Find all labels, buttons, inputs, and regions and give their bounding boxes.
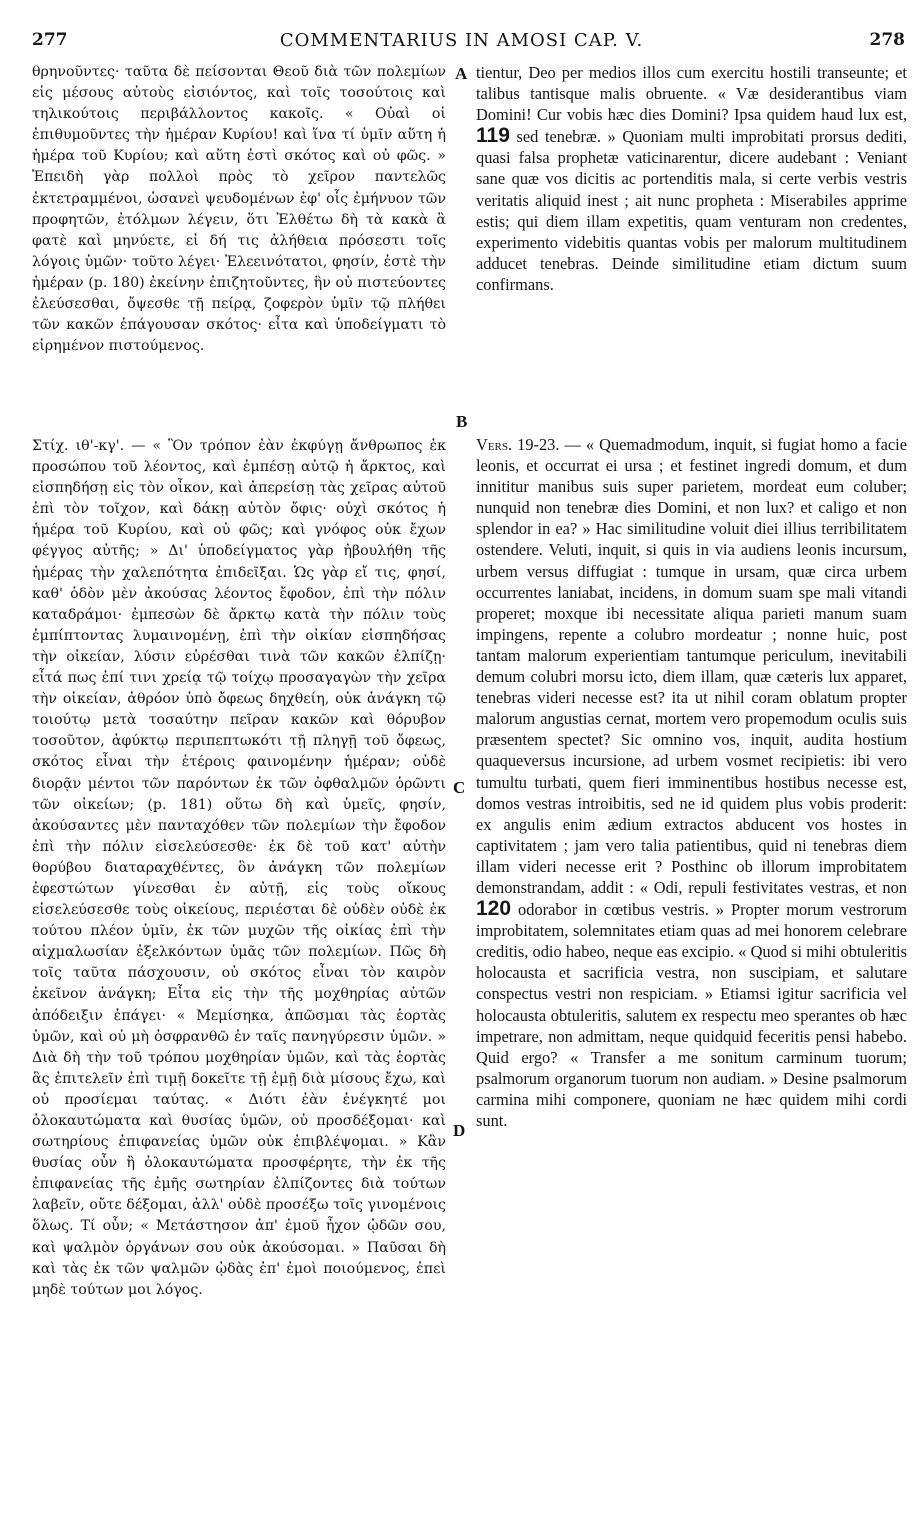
section-marker-b: B	[456, 412, 468, 431]
section-marker-a: A	[455, 64, 468, 83]
folio-number-120: 120	[476, 897, 512, 921]
section-marker-c: C	[453, 778, 466, 797]
latin-paragraph-2	[476, 434, 907, 1131]
latin-paragraph-2-a: 19-23. — « Quemadmodum, inquit, si fugiat homo a facie leonis, et occurrat ei ursa ; et festinet ingredi domum, et dum innititur manibus suis super parietem, mordeat eum coluber; nunquid non tenebræ dies Domini, et non lux? et caligo et non splendor in ea? » Hac similitudine voluit diei illius terribilitatem ostendere. Veluti, inquit, si quis in via audiens leonis incursum, urbem versus diffugiat : tumque in ursam, quæ circa urbem occurrentes laniabat, incidens, in domum suam spe mali vitandi properet; moxque ibi necessitate aliqua parieti manum suam impingens, repente a colubro mordeatur ; nonne huic, post tantam malorum experientiam tantumque periculum, inevitabili demum colubri morsu icto, diem illam, quæ cæteris lux apparet, tenebras videri necesse est? ita ut nihil coram oblatum propter malorum angustias cernat, mortem vero propemodum oculis suis præsentem spectet? Sic omnino vos, inquit, audita hostium quaqueversus incursione, ad urbem vosmet recipietis: ibi vero tumultu turbati, quem fieri imminentibus hostibus necesse est, domos vestras introibitis, sed ne id quidem plus vobis proderit: ex angulis enim ædium extractos abducent vos hostes in captivitatem ; jam vero talia patientibus, quid ni tenebras diem illam videri necesse erit ? Posthinc ob illorum improbitatem demonstrandam, addit : « Odi, repuli festivitates vestras, et non	[476, 435, 907, 897]
page-number-left: 277	[32, 30, 68, 50]
page-number-right: 278	[869, 30, 905, 50]
latin-column-top	[476, 62, 907, 295]
greek-column-top	[32, 62, 446, 357]
verse-label: Vers.	[476, 435, 513, 454]
latin-paragraph-1-b: sed tenebræ. » Quoniam multi improbitati prorsus dediti, quasi falsa prophetæ vaticinarentur, dicere audebant : Veniant sane quæ vos dicitis ac portenditis mala, si certe verbis vestris veritatis aliquid inest ; ait nunc propheta : Miserabiles apprime estis; qui diem illam expetitis, quam venturam non credentes, experimento videbitis quantas vobis per malorum multitudinem adducet tenebras. Deinde similitudine etiam dictum suum confirmans.	[476, 127, 907, 294]
latin-paragraph-1	[476, 62, 907, 295]
greek-paragraph-1: θρηνοῦντες· ταῦτα δὲ πείσονται Θεοῦ διὰ τῶν πολεμίων εἰς μέσους αὐτοὺς εἰσιόντος, καὶ τοῖς τοσούτοις καὶ τηλικούτοις περιβάλλοντος κακοῖς. « Οὐαὶ οἱ ἐπιθυμοῦντες τὴν ἡμέραν Κυρίου! καὶ ἵνα τί ὑμῖν αὕτη ἡ ἡμέρα τοῦ Κυρίου; καὶ αὕτη ἐστὶ σκότος καὶ οὐ φῶς. » Ἐπειδὴ γὰρ πολλοὶ πρὸς τὸ χεῖρον παντελῶς ἐκτετραμμένοι, ὡσανεὶ ψευδομένων ἐφ' οἷς ἐμήνυον τῶν προφητῶν, ἐτόλμων λέγειν, ὅτι Ἐλθέτω δὴ τὰ κακὰ ἃ φατὲ καὶ μηνύετε, εἰ δή τις ἀλήθεια πρόσεστι τοῖς λόγοις ὑμῶν· τοῦτο λέγει· Ἐλεεινότατοι, φησίν, ἐστὲ τὴν ἡμέραν (p. 180) ἐκείνην ἐπιζητοῦντες, ἣν οὐ πιστεύοντες ἐλεύσεσθαι, ὄψεσθε τῇ πείρᾳ, ζοφερὸν ὑμῖν τῷ πλήθει τῶν κακῶν ἐπάγουσαν σκότος· εἶτα καὶ ὑποδείγματι τὸ εἰρημένον πιστούμενος.	[32, 64, 446, 355]
greek-column-main	[32, 436, 446, 1301]
greek-paragraph-2: Στίχ. ιθ'-κγ'. — « Ὃν τρόπον ἐὰν ἐκφύγῃ ἄνθρωπος ἐκ προσώπου τοῦ λέοντος, καὶ ἐμπέσῃ αὐτῷ ἡ ἄρκτος, καὶ εἰσπηδήσῃ εἰς τὸν οἶκον, καὶ ἀπερείσῃ τὰς χεῖρας αὐτοῦ ἐπὶ τὸν τοῖχον, καὶ δάκῃ αὐτὸν ὄφις· οὐχὶ σκότος ἡ ἡμέρα τοῦ Κυρίου, καὶ οὐ φῶς; καὶ γνόφος οὐκ ἔχων φέγγος αὐτῆς; » Δι' ὑποδείγματος γὰρ ἠβουλήθη τῆς ἡμέρας τὴν χαλεπότητα ἐπιδεῖξαι. Ὡς γὰρ εἴ τις, φησί, καθ' ὁδὸν μὲν ἀκούσας λέοντος ἔφοδον, ἐπὶ τὴν πόλιν καταδράμοι· ἐμπεσὼν δὲ ἄρκτῳ κατὰ τὴν πόλιν τοὺς ἐμπίπτοντας λυμαινομένῃ, ἐπὶ τὴν οἰκίαν εἰσπηδήσας τὴν οἰκείαν, λύσιν εὑρέσθαι τινὰ τῶν κακῶν ἐλπίζῃ· εἶτά πως ἐπί τινι χρείᾳ τῷ τοίχῳ προσαγαγὼν τὴν χεῖρα τὴν οἰκείαν, ἀθρόον ὑπὸ ὄφεως δηχθείη, οὐκ ἀνάγκη τῷ τοιούτῳ μετὰ τοσαύτην πεῖραν κακῶν καὶ θόρυβον τοσοῦτον, ἀφύκτῳ περιπεπτωκότι τῇ πληγῇ τοῦ ὄφεως, σκότος εἶναι τὴν ἑτέροις φαινομένην ἡμέραν; οὐδὲ διορᾷν μέντοι τῶν παρόντων ἐκ τῶν ὀφθαλμῶν ὁρῶντι τῶν οἰκείων; (p. 181) οὕτω δὴ καὶ ὑμεῖς, φησίν, ἀκούσαντες μὲν πανταχόθεν τῶν πολεμίων τὴν ἔφοδον ἐπὶ τὴν πόλιν εἰσελεύσεσθε· ἐκ δὲ τοῦ κατ' αὐτὴν θορύβου διαταραχθέντες, ὃν ἀνάγκη τῶν πολεμίων ἐφεστώτων γίνεσθαι ἐν αὐτῇ, εἰς τοὺς οἴκους εἰσελεύσεσθε τοὺς οἰκείους, περιέσται δὲ οὐδὲν οὐδὲ ἐκ τούτου πλέον ὑμῖν, ἐκ τῶν μυχῶν τῆς οἰκίας ἐπὶ τὴν αἰχμαλωσίαν ἐξελκόντων ὑμᾶς τῶν πολεμίων. Πῶς δὴ τοῖς ταῦτα πάσχουσιν, οὐ σκότος εἶναι τὸν καιρὸν ἐκεῖνον ἀνάγκη; Εἶτα εἰς τὴν τῆς μοχθηρίας αὐτῶν ἀπόδειξιν ἐπάγει· « Μεμίσηκα, ἀπῶσμαι τὰς ἑορτὰς ὑμῶν, καὶ οὐ μὴ ὀσφρανθῶ ἐν ταῖς πανηγύρεσιν ὑμῶν. » Διὰ δὴ τὴν τοῦ τρόπου μοχθηρίαν ὑμῶν, καὶ τὰς ἑορτὰς ἃς ἐπιτελεῖν ἐπὶ τιμῇ δοκεῖτε τῇ ἐμῇ διὰ μίσους ἔχω, καὶ οὐ προσίεμαι ταύτας. « Διότι ἐὰν ἐνέγκητέ μοι ὁλοκαυτώματα καὶ θυσίας ὑμῶν, οὐ προσδέξομαι· καὶ σωτηρίους ἐπιφανείας ὑμῶν οὐκ ἐπιβλέψομαι. » Κἂν θυσίας οὖν ἢ ὁλοκαυτώματα προσφέρητε, τὴν ἐκ τῆς ἐπιφανείας τῆς ἐμῆς σωτηρίαν ἐλπίζοντες διὰ τούτων λαβεῖν, οὔτε δέξομαι, ἀλλ' οὐδὲ προσέξω τοῖς γινομένοις ὅλως. Τί οὖν; « Μετάστησον ἀπ' ἐμοῦ ἦχον ᾠδῶν σου, καὶ ψαλμὸν ὀργάνων σου οὐκ ἀκούσομαι. » Παῦσαι δὴ καὶ τὰς ἐκ τῶν ψαλμῶν ᾠδὰς ἐπ' ἐμοὶ ποιούμενος, ἐπεὶ μηδὲ τούτων μοι λόγος.	[32, 438, 446, 1298]
section-marker-d: D	[453, 1121, 466, 1140]
latin-paragraph-1-a: tientur, Deo per medios illos cum exercitu hostili transeunte; et talibus tantisque malis obruente. « Væ desiderantibus viam Domini! Cur vobis hæc dies Domini? Ipsa quidem haud lux est,	[476, 63, 907, 125]
running-header	[0, 10, 923, 51]
latin-column-main	[476, 434, 907, 1131]
running-title: COMMENTARIUS IN AMOSI CAP. V.	[279, 30, 644, 51]
latin-paragraph-2-b: odorabor in cœtibus vestris. » Propter morum vestrorum improbitatem, solemnitates etiam quas ad mei honorem celebrare creditis, odio habeo, neque eas excipio. « Quod si mihi obtuleritis holocausta et sacrificia vestra, non suscipiam, et salutare conspectus vestri non respiciam. » Etiamsi igitur sacrificia vel holocausta obtuleritis, salutem ex respectu meo sperantes ob hæc impetrare, non admittam, neque quidquid feceritis pensi habebo. Quid ergo? « Transfer a me sonitum carminum tuorum; psalmorum organorum tuorum non audiam. » Desine psalmorum carmina mihi componere, quoniam ne hæc quidem mihi cordi sunt.	[476, 900, 908, 1130]
folio-number-119: 119	[476, 124, 510, 148]
